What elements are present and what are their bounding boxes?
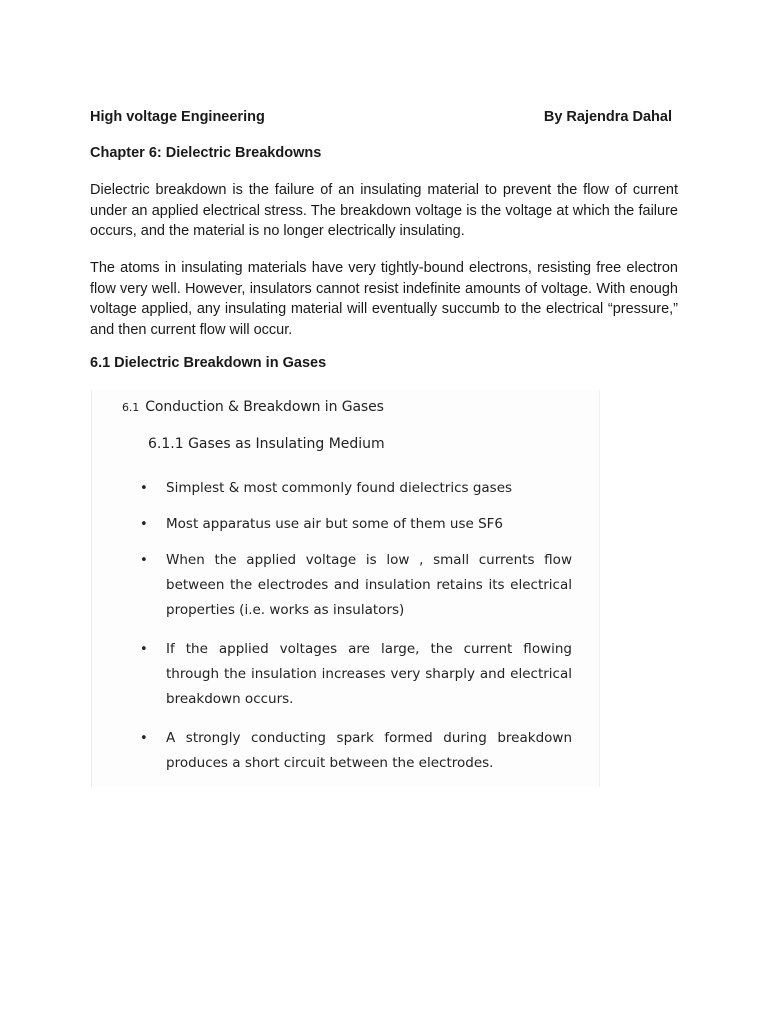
list-item xyxy=(140,476,572,501)
bullet-text: Most apparatus use air but some of them use SF6 xyxy=(166,516,504,532)
paragraph-definition: Dielectric breakdown is the failure of an insulating material to prevent the flow of current under an applied electrical stress. The breakdown voltage is the voltage at which the failure occurs, and the material is no longer electrically insulating. xyxy=(90,182,678,239)
paragraph-atoms: The atoms in insulating materials have very tightly-bound electrons, resisting free electron flow very well. However, insulators cannot resist indefinite amounts of voltage. With enough voltage applied, any insulating material will eventually succumb to the electrical “pressure,” and then current flow will occur. xyxy=(90,260,678,338)
slide-heading xyxy=(122,399,384,415)
bullet-text: A strongly conducting spark formed during breakdown produces a short circuit between the electrodes. xyxy=(166,730,572,771)
course-title: High voltage Engineering xyxy=(90,109,265,125)
embedded-slide-image xyxy=(91,390,600,787)
list-item xyxy=(140,512,572,537)
bullet-text: If the applied voltages are large, the current flowing through the insulation increases very sharply and electrical breakdown occurs. xyxy=(166,641,572,707)
page-header xyxy=(90,109,678,129)
author-name: By Rajendra Dahal xyxy=(543,109,672,125)
slide-heading-number: 6.1 xyxy=(122,401,140,414)
list-item xyxy=(140,726,572,776)
bullet-icon: • xyxy=(140,642,148,657)
bullet-icon: • xyxy=(140,553,148,568)
list-item xyxy=(140,548,572,623)
chapter-title: Chapter 6: Dielectric Breakdowns xyxy=(90,145,322,161)
bullet-icon: • xyxy=(140,731,148,746)
slide-subheading: 6.1.1 Gases as Insulating Medium xyxy=(148,436,385,452)
bullet-text: When the applied voltage is low , small currents flow between the electrodes and insulation retains its electrical properties (i.e. works as insulators) xyxy=(166,552,572,618)
bullet-text: Simplest & most commonly found dielectrics gases xyxy=(166,480,513,496)
slide-heading-text: Conduction & Breakdown in Gases xyxy=(145,399,384,415)
slide-bullet-list xyxy=(140,476,572,776)
section-title: 6.1 Dielectric Breakdown in Gases xyxy=(90,355,327,371)
bullet-icon: • xyxy=(140,481,148,496)
list-item xyxy=(140,637,572,712)
bullet-icon: • xyxy=(140,517,148,532)
